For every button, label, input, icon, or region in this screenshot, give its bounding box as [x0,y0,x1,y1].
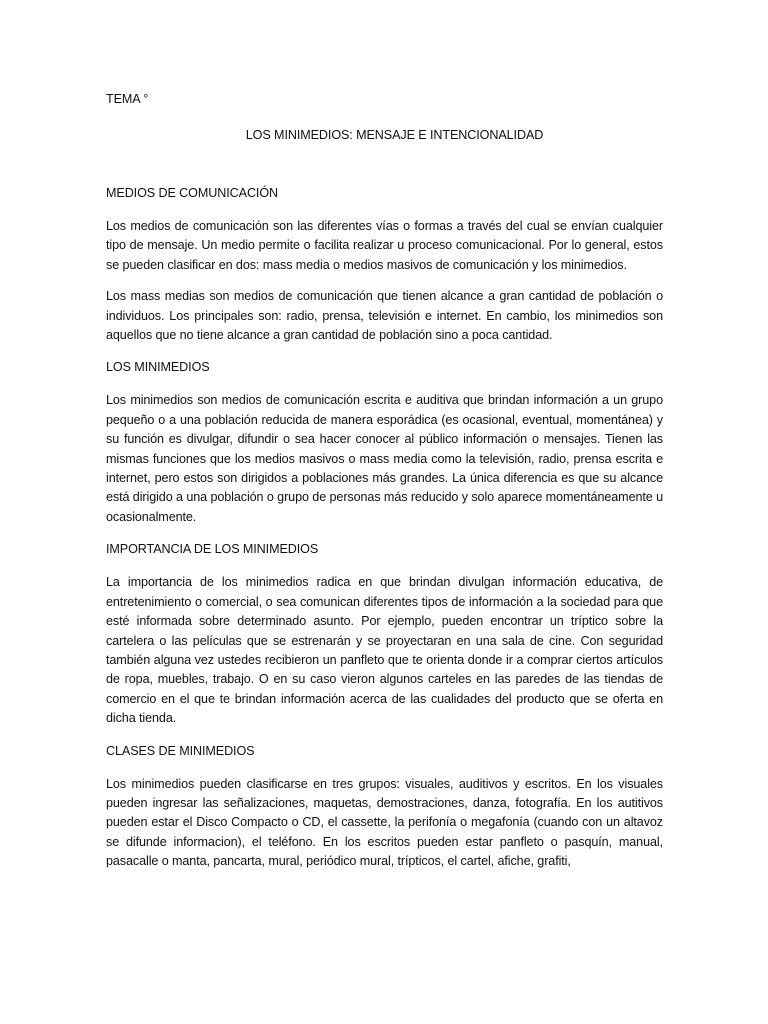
section-heading-medios: MEDIOS DE COMUNICACIÓN [106,186,279,200]
document-title: LOS MINIMEDIOS: MENSAJE E INTENCIONALIDAD [245,128,544,142]
paragraph-medios-2: Los mass medias son medios de comunicación que tienen alcance a gran cantidad de población o individuos. Los principales son: radio, prensa, televisión e internet. En cambio, los minimedios son aquellos que no tiene alcance a gran cantidad de población sino a poca cantidad. [106,289,663,343]
paragraph-medios-1: Los medios de comunicación son las diferentes vías o formas a través del cual se envían cualquier tipo de mensaje. Un medio permite o facilita realizar u proceso comunicacional. Por lo general, estos se pueden clasificar en dos: mass media o medios masivos de comunicación y los minimedios. [106,219,663,272]
tema-label: TEMA ° [106,92,149,106]
document-page [106,90,663,872]
section-heading-importancia: IMPORTANCIA DE LOS MINIMEDIOS [106,542,319,557]
paragraph-clases-1: Los minimedios pueden clasificarse en tres grupos: visuales, auditivos y escritos. En los visuales pueden ingresar las señalizaciones, maquetas, demostraciones, danza, fotografía. En los autitivos pueden estar el Disco Compacto o CD, el cassette, la perifonía o megafonía (cuando con un altavoz se difunde informacion), el teléfono. En los escritos pueden estar panfleto o pasquín, manual, pasacalle o manta, pancarta, mural, periódico mural, trípticos, el cartel, afiche, grafiti, [106,776,663,869]
paragraph-minimedios-1: Los minimedios son medios de comunicación escrita e auditiva que brindan información a un grupo pequeño o a una población reducida de manera esporádica (es ocasional, eventual, momentánea) y su función es divulgar, difundir o sea hacer conocer al público información o mensajes. Tienen las mismas funciones que los medios masivos o mass media como la televisión, radio, prensa escrita e internet, pero estos son dirigidos a poblaciones más grandes. La única diferencia es que su alcance está dirigido a una población o grupo de personas más reducido y solo aparece momentáneamente u ocasionalmente. [106,393,663,524]
section-heading-clases: CLASES DE MINIMEDIOS [106,743,255,758]
paragraph-importancia-1: La importancia de los minimedios radica en que brindan divulgan información educativa, de entretenimiento o comercial, o sea comunican diferentes tipos de información a la sociedad para que esté informada sobre determinado asunto. Por ejemplo, pueden encontrar un tríptico sobre la cartelera o las películas que se estrenarán y se proyectaran en una sala de cine. Con seguridad también alguna vez ustedes recibieron un panfleto que te orienta donde ir a comprar ciertos artículos de ropa, muebles, trabajo. O en su caso vieron algunos carteles en las paredes de las tiendas de comercio en el que te brindan información acerca de las cualidades del producto que se oferta en dicha tienda. [106,575,663,726]
section-heading-minimedios: LOS MINIMEDIOS [106,360,210,375]
